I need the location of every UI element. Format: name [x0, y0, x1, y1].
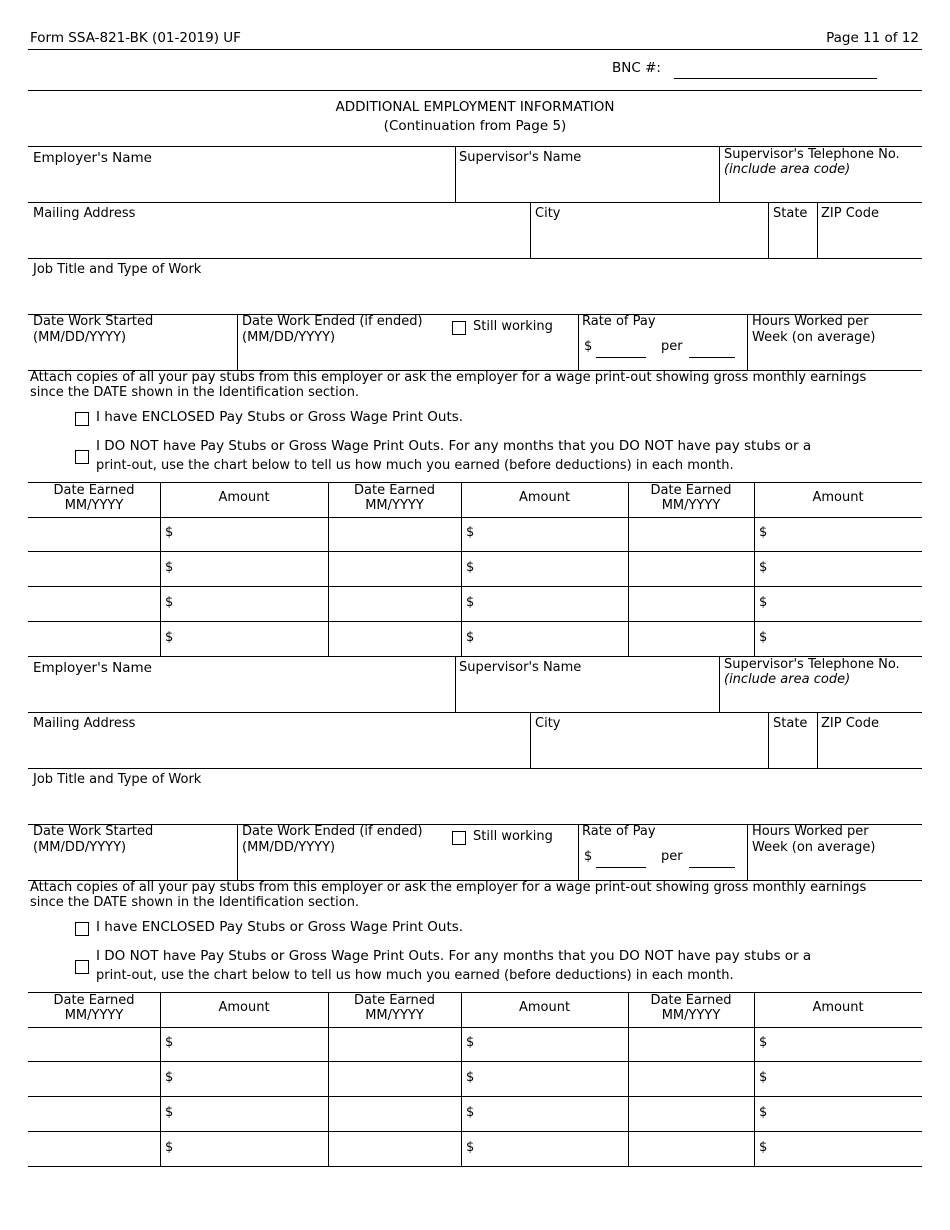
amount-cell[interactable]: $: [165, 1105, 174, 1120]
rate-amount-input[interactable]: [596, 867, 646, 868]
supervisor-phone-label: Supervisor's Telephone No.: [724, 657, 900, 672]
rate-dollar-sign: $: [584, 339, 593, 354]
date-started-label: Date Work Started: [33, 824, 154, 839]
rate-amount-input[interactable]: [596, 357, 646, 358]
col-date-fmt-1: MM/YYYY: [64, 1008, 124, 1023]
employer-name-label: Employer's Name: [33, 150, 152, 166]
amount-cell[interactable]: $: [165, 595, 174, 610]
col-date-fmt-1: MM/YYYY: [64, 498, 124, 513]
amount-cell[interactable]: $: [759, 525, 768, 540]
amount-cell[interactable]: $: [165, 630, 174, 645]
page-subtitle: (Continuation from Page 5): [383, 118, 567, 134]
hours-worked-label: Hours Worked per: [752, 314, 869, 329]
attach-instructions: Attach copies of all your pay stubs from this employer or ask the employer for a wage print-out showing gross monthly earnings: [30, 880, 867, 895]
not-have-checkbox[interactable]: [75, 450, 89, 464]
amount-cell[interactable]: $: [759, 1035, 768, 1050]
col-date-earned-1: Date Earned: [53, 483, 135, 498]
rate-per-input[interactable]: [689, 357, 735, 358]
amount-cell[interactable]: $: [466, 1140, 475, 1155]
attach-instructions: Attach copies of all your pay stubs from this employer or ask the employer for a wage print-out showing gross monthly earnings: [30, 370, 867, 385]
amount-cell[interactable]: $: [466, 560, 475, 575]
rate-per-label: per: [661, 339, 683, 354]
amount-cell[interactable]: $: [466, 1070, 475, 1085]
col-date-earned-3: Date Earned: [650, 993, 732, 1008]
amount-cell[interactable]: $: [759, 630, 768, 645]
supervisor-phone-note: (include area code): [724, 672, 851, 687]
city-label: City: [535, 716, 561, 731]
zip-label: ZIP Code: [821, 716, 879, 731]
supervisor-name-label: Supervisor's Name: [459, 150, 582, 165]
col-date-earned-2: Date Earned: [354, 993, 435, 1008]
not-have-label-2: print-out, use the chart below to tell us how much you earned (before deductions) in each month.: [96, 458, 734, 473]
rate-per-input[interactable]: [689, 867, 735, 868]
rate-of-pay-label: Rate of Pay: [582, 824, 656, 839]
col-amount-2: Amount: [518, 490, 571, 505]
city-label: City: [535, 206, 561, 221]
rate-of-pay-label: Rate of Pay: [582, 314, 656, 329]
supervisor-name-label: Supervisor's Name: [459, 660, 582, 675]
hours-worked-label: Hours Worked per: [752, 824, 869, 839]
date-ended-label: Date Work Ended (if ended): [242, 314, 423, 329]
zip-label: ZIP Code: [821, 206, 879, 221]
hours-worked-label-2: Week (on average): [752, 330, 876, 345]
state-label: State: [773, 206, 808, 221]
amount-cell[interactable]: $: [466, 630, 475, 645]
state-label: State: [773, 716, 808, 731]
amount-cell[interactable]: $: [165, 1070, 174, 1085]
employer-name-label: Employer's Name: [33, 660, 152, 676]
header-divider: [28, 49, 922, 50]
col-date-earned-3: Date Earned: [650, 483, 732, 498]
page-number: Page 11 of 12: [826, 30, 919, 46]
date-ended-label: Date Work Ended (if ended): [242, 824, 423, 839]
still-working-label: Still working: [473, 319, 553, 334]
amount-cell[interactable]: $: [759, 1140, 768, 1155]
amount-cell[interactable]: $: [466, 595, 475, 610]
col-date-fmt-2: MM/YYYY: [365, 498, 424, 513]
hours-worked-label-2: Week (on average): [752, 840, 876, 855]
still-working-label: Still working: [473, 829, 553, 844]
date-ended-format: (MM/DD/YYYY): [242, 840, 336, 855]
amount-cell[interactable]: $: [466, 525, 475, 540]
not-have-label: I DO NOT have Pay Stubs or Gross Wage Print Outs. For any months that you DO NOT have pay stubs or a: [96, 438, 812, 454]
col-date-fmt-2: MM/YYYY: [365, 1008, 424, 1023]
enclosed-checkbox[interactable]: [75, 412, 89, 426]
job-title-label: Job Title and Type of Work: [33, 772, 202, 787]
mailing-address-label: Mailing Address: [33, 206, 136, 221]
col-date-fmt-3: MM/YYYY: [661, 1008, 721, 1023]
col-date-earned-1: Date Earned: [53, 993, 135, 1008]
not-have-label-2: print-out, use the chart below to tell us how much you earned (before deductions) in each month.: [96, 968, 734, 983]
not-have-label: I DO NOT have Pay Stubs or Gross Wage Print Outs. For any months that you DO NOT have pay stubs or a: [96, 948, 812, 964]
amount-cell[interactable]: $: [759, 595, 768, 610]
rate-dollar-sign: $: [584, 849, 593, 864]
col-date-fmt-3: MM/YYYY: [661, 498, 721, 513]
enclosed-checkbox[interactable]: [75, 922, 89, 936]
mailing-address-label: Mailing Address: [33, 716, 136, 731]
job-title-label: Job Title and Type of Work: [33, 262, 202, 277]
title-divider: [28, 90, 922, 91]
amount-cell[interactable]: $: [165, 1140, 174, 1155]
not-have-checkbox[interactable]: [75, 960, 89, 974]
bnc-input[interactable]: [674, 78, 877, 79]
amount-cell[interactable]: $: [759, 560, 768, 575]
col-amount-3: Amount: [812, 1000, 864, 1015]
col-amount-3: Amount: [812, 490, 864, 505]
supervisor-phone-label: Supervisor's Telephone No.: [724, 147, 900, 162]
date-started-format: (MM/DD/YYYY): [33, 330, 127, 345]
amount-cell[interactable]: $: [165, 1035, 174, 1050]
amount-cell[interactable]: $: [759, 1105, 768, 1120]
rate-per-label: per: [661, 849, 683, 864]
date-started-format: (MM/DD/YYYY): [33, 840, 127, 855]
page-title: ADDITIONAL EMPLOYMENT INFORMATION: [335, 99, 615, 115]
col-amount-1: Amount: [218, 1000, 270, 1015]
supervisor-phone-note: (include area code): [724, 162, 851, 177]
date-ended-format: (MM/DD/YYYY): [242, 330, 336, 345]
amount-cell[interactable]: $: [466, 1105, 475, 1120]
col-date-earned-2: Date Earned: [354, 483, 435, 498]
bnc-label: BNC #:: [612, 60, 661, 76]
still-working-checkbox[interactable]: [452, 321, 466, 335]
col-amount-1: Amount: [218, 490, 270, 505]
date-started-label: Date Work Started: [33, 314, 154, 329]
amount-cell[interactable]: $: [759, 1070, 768, 1085]
enclosed-label: I have ENCLOSED Pay Stubs or Gross Wage Print Outs.: [96, 919, 464, 935]
amount-cell[interactable]: $: [165, 560, 174, 575]
enclosed-label: I have ENCLOSED Pay Stubs or Gross Wage Print Outs.: [96, 409, 464, 425]
still-working-checkbox[interactable]: [452, 831, 466, 845]
attach-instructions-2: since the DATE shown in the Identification section.: [30, 895, 360, 910]
form-id: Form SSA-821-BK (01-2019) UF: [30, 30, 241, 46]
amount-cell[interactable]: $: [165, 525, 174, 540]
col-amount-2: Amount: [518, 1000, 571, 1015]
attach-instructions-2: since the DATE shown in the Identification section.: [30, 385, 360, 400]
amount-cell[interactable]: $: [466, 1035, 475, 1050]
